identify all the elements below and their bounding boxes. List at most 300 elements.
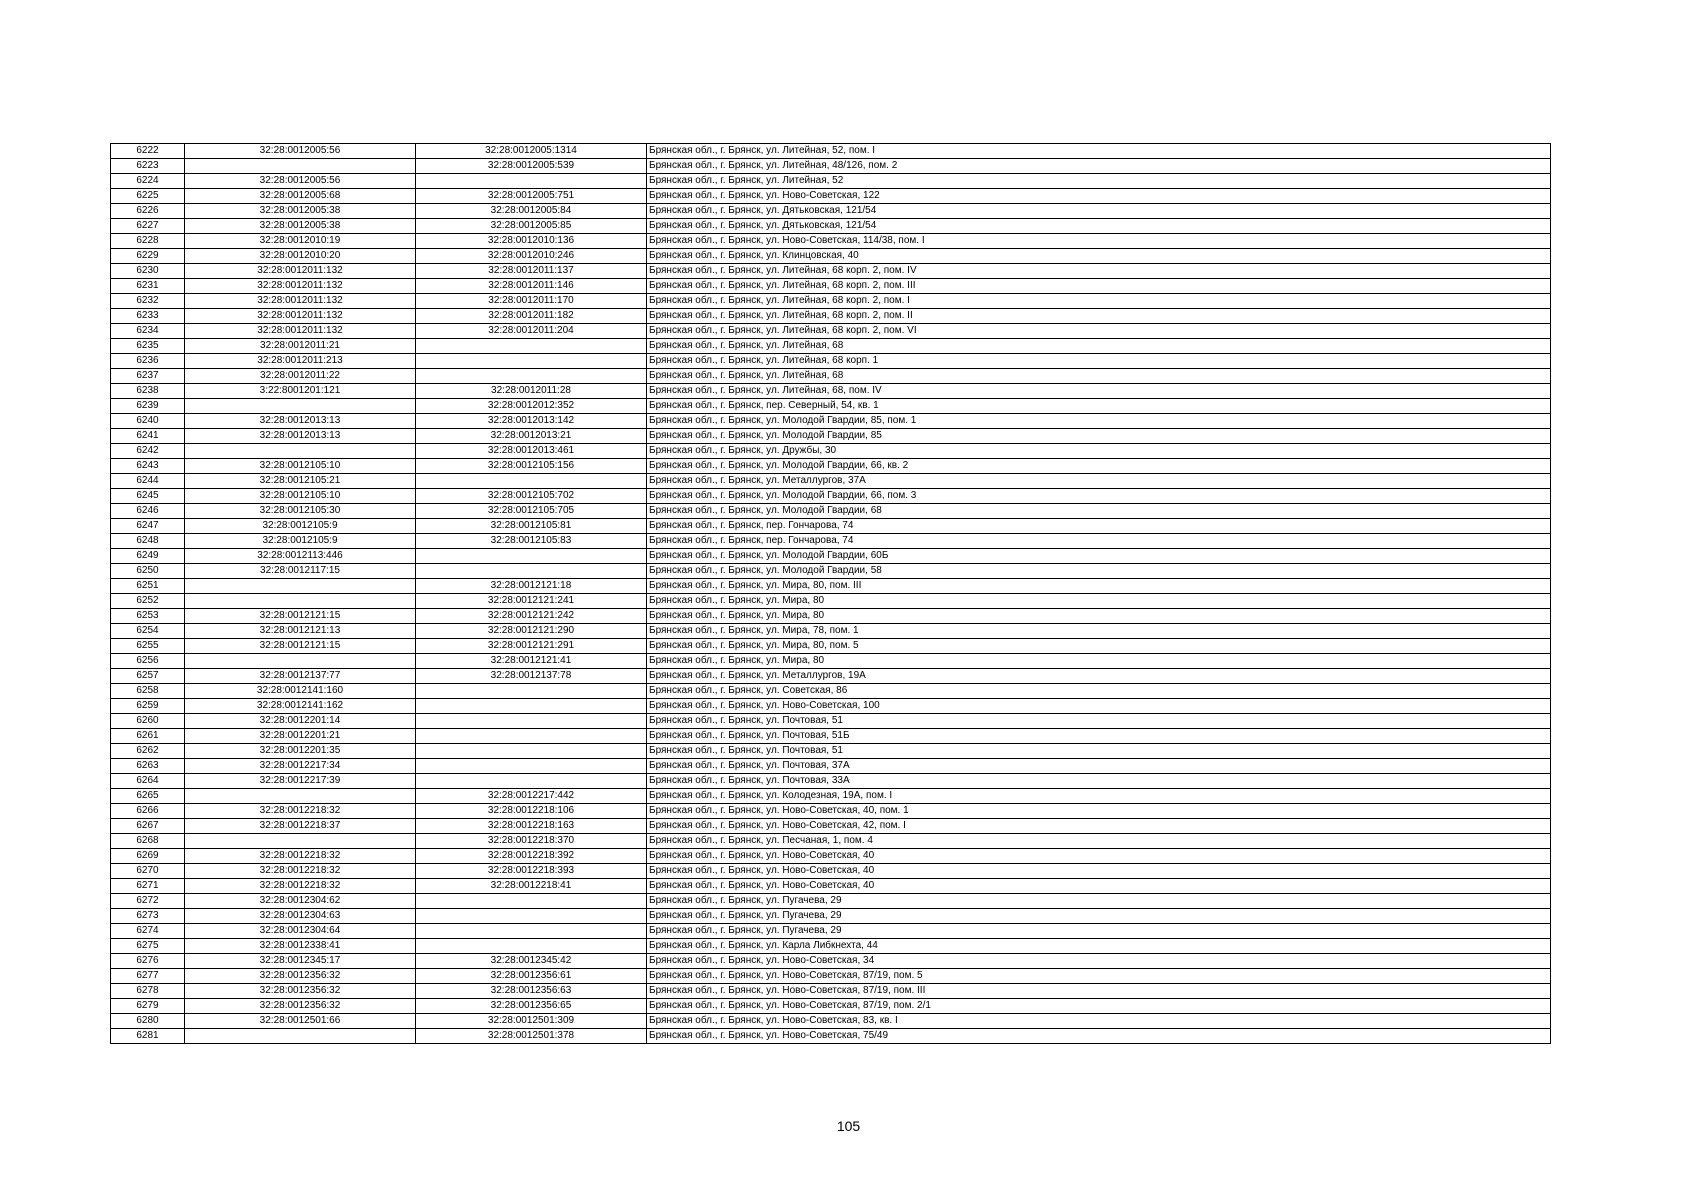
land-cadastral-number-cell [185, 399, 416, 414]
row-number-cell: 6249 [111, 549, 185, 564]
page-number: 105 [836, 1118, 861, 1134]
land-cadastral-number-cell: 32:28:0012005:56 [185, 174, 416, 189]
address-cell: Брянская обл., г. Брянск, ул. Клинцовская, 40 [647, 249, 1551, 264]
land-cadastral-number-cell: 32:28:0012137:77 [185, 669, 416, 684]
land-cadastral-number-cell: 32:28:0012218:37 [185, 819, 416, 834]
land-cadastral-number-cell: 32:28:0012105:21 [185, 474, 416, 489]
row-number-cell: 6266 [111, 804, 185, 819]
land-cadastral-number-cell: 32:28:0012105:9 [185, 534, 416, 549]
land-cadastral-number-cell: 32:28:0012011:22 [185, 369, 416, 384]
row-number-cell: 6253 [111, 609, 185, 624]
table-row [111, 699, 1551, 714]
row-number-cell: 6224 [111, 174, 185, 189]
object-cadastral-number-cell [416, 354, 647, 369]
address-cell: Брянская обл., г. Брянск, ул. Литейная, 68 корп. 2, пом. VI [647, 324, 1551, 339]
object-cadastral-number-cell: 32:28:0012105:705 [416, 504, 647, 519]
land-cadastral-number-cell: 32:28:0012117:15 [185, 564, 416, 579]
object-cadastral-number-cell: 32:28:0012011:146 [416, 279, 647, 294]
address-cell: Брянская обл., г. Брянск, ул. Пугачева, 29 [647, 924, 1551, 939]
object-cadastral-number-cell: 32:28:0012218:163 [416, 819, 647, 834]
address-cell: Брянская обл., г. Брянск, ул. Ново-Советская, 83, кв. I [647, 1014, 1551, 1029]
address-cell: Брянская обл., г. Брянск, ул. Молодой Гвардии, 58 [647, 564, 1551, 579]
land-cadastral-number-cell: 32:28:0012304:63 [185, 909, 416, 924]
row-number-cell: 6274 [111, 924, 185, 939]
table-row [111, 684, 1551, 699]
land-cadastral-number-cell: 32:28:0012105:9 [185, 519, 416, 534]
object-cadastral-number-cell: 32:28:0012011:137 [416, 264, 647, 279]
row-number-cell: 6257 [111, 669, 185, 684]
table-row [111, 1014, 1551, 1029]
row-number-cell: 6259 [111, 699, 185, 714]
land-cadastral-number-cell: 32:28:0012218:32 [185, 849, 416, 864]
object-cadastral-number-cell: 32:28:0012218:392 [416, 849, 647, 864]
address-cell: Брянская обл., г. Брянск, ул. Литейная, 68 [647, 339, 1551, 354]
row-number-cell: 6270 [111, 864, 185, 879]
table-row [111, 774, 1551, 789]
object-cadastral-number-cell: 32:28:0012137:78 [416, 669, 647, 684]
land-cadastral-number-cell: 32:28:0012121:15 [185, 639, 416, 654]
table-row [111, 534, 1551, 549]
table-row [111, 249, 1551, 264]
table-row [111, 204, 1551, 219]
object-cadastral-number-cell: 32:28:0012345:42 [416, 954, 647, 969]
table-row [111, 324, 1551, 339]
land-cadastral-number-cell [185, 1029, 416, 1044]
address-cell: Брянская обл., г. Брянск, ул. Ново-Советская, 40 [647, 879, 1551, 894]
address-cell: Брянская обл., г. Брянск, ул. Ново-Советская, 40, пом. 1 [647, 804, 1551, 819]
object-cadastral-number-cell: 32:28:0012501:378 [416, 1029, 647, 1044]
table-row [111, 399, 1551, 414]
table-row [111, 819, 1551, 834]
table-row [111, 954, 1551, 969]
row-number-cell: 6258 [111, 684, 185, 699]
row-number-cell: 6223 [111, 159, 185, 174]
land-cadastral-number-cell: 32:28:0012105:10 [185, 459, 416, 474]
row-number-cell: 6230 [111, 264, 185, 279]
address-cell: Брянская обл., г. Брянск, ул. Дружбы, 30 [647, 444, 1551, 459]
table-row [111, 789, 1551, 804]
table-row [111, 924, 1551, 939]
row-number-cell: 6225 [111, 189, 185, 204]
land-cadastral-number-cell: 32:28:0012345:17 [185, 954, 416, 969]
object-cadastral-number-cell: 32:28:0012005:1314 [416, 144, 647, 159]
row-number-cell: 6252 [111, 594, 185, 609]
object-cadastral-number-cell: 32:28:0012218:393 [416, 864, 647, 879]
address-cell: Брянская обл., г. Брянск, ул. Мира, 78, пом. 1 [647, 624, 1551, 639]
row-number-cell: 6277 [111, 969, 185, 984]
table-row [111, 444, 1551, 459]
row-number-cell: 6246 [111, 504, 185, 519]
address-cell: Брянская обл., г. Брянск, ул. Мира, 80, пом. 5 [647, 639, 1551, 654]
table-row [111, 219, 1551, 234]
table-row [111, 489, 1551, 504]
object-cadastral-number-cell [416, 699, 647, 714]
table-row [111, 354, 1551, 369]
land-cadastral-number-cell: 32:28:0012218:32 [185, 804, 416, 819]
address-cell: Брянская обл., г. Брянск, ул. Почтовая, 51 [647, 714, 1551, 729]
land-cadastral-number-cell [185, 159, 416, 174]
table-row [111, 714, 1551, 729]
land-cadastral-number-cell: 32:28:0012304:64 [185, 924, 416, 939]
land-cadastral-number-cell: 32:28:0012105:30 [185, 504, 416, 519]
row-number-cell: 6254 [111, 624, 185, 639]
table-row [111, 159, 1551, 174]
row-number-cell: 6229 [111, 249, 185, 264]
object-cadastral-number-cell: 32:28:0012010:246 [416, 249, 647, 264]
address-cell: Брянская обл., г. Брянск, ул. Молодой Гвардии, 66, пом. 3 [647, 489, 1551, 504]
land-cadastral-number-cell [185, 834, 416, 849]
object-cadastral-number-cell: 32:28:0012356:65 [416, 999, 647, 1014]
object-cadastral-number-cell [416, 924, 647, 939]
row-number-cell: 6271 [111, 879, 185, 894]
object-cadastral-number-cell [416, 894, 647, 909]
table-row [111, 429, 1551, 444]
address-cell: Брянская обл., г. Брянск, ул. Ново-Советская, 34 [647, 954, 1551, 969]
land-cadastral-number-cell: 32:28:0012011:132 [185, 264, 416, 279]
table-row [111, 264, 1551, 279]
table-row [111, 234, 1551, 249]
row-number-cell: 6245 [111, 489, 185, 504]
object-cadastral-number-cell [416, 564, 647, 579]
land-cadastral-number-cell: 32:28:0012201:35 [185, 744, 416, 759]
table-row [111, 189, 1551, 204]
table-row [111, 549, 1551, 564]
address-cell: Брянская обл., г. Брянск, ул. Почтовая, 33А [647, 774, 1551, 789]
row-number-cell: 6279 [111, 999, 185, 1014]
row-number-cell: 6263 [111, 759, 185, 774]
registry-table-body [111, 144, 1551, 1044]
row-number-cell: 6237 [111, 369, 185, 384]
table-row [111, 474, 1551, 489]
row-number-cell: 6267 [111, 819, 185, 834]
address-cell: Брянская обл., г. Брянск, ул. Почтовая, 51Б [647, 729, 1551, 744]
address-cell: Брянская обл., г. Брянск, ул. Литейная, 48/126, пом. 2 [647, 159, 1551, 174]
address-cell: Брянская обл., г. Брянск, ул. Литейная, 68 корп. 1 [647, 354, 1551, 369]
object-cadastral-number-cell [416, 744, 647, 759]
land-cadastral-number-cell: 32:28:0012011:132 [185, 324, 416, 339]
land-cadastral-number-cell: 32:28:0012010:19 [185, 234, 416, 249]
object-cadastral-number-cell: 32:28:0012105:702 [416, 489, 647, 504]
land-cadastral-number-cell: 32:28:0012011:21 [185, 339, 416, 354]
address-cell: Брянская обл., г. Брянск, ул. Молодой Гвардии, 85, пом. 1 [647, 414, 1551, 429]
address-cell: Брянская обл., г. Брянск, ул. Ново-Советская, 87/19, пом. III [647, 984, 1551, 999]
land-cadastral-number-cell: 32:28:0012338:41 [185, 939, 416, 954]
row-number-cell: 6260 [111, 714, 185, 729]
land-cadastral-number-cell [185, 654, 416, 669]
object-cadastral-number-cell: 32:28:0012121:41 [416, 654, 647, 669]
row-number-cell: 6228 [111, 234, 185, 249]
land-cadastral-number-cell: 32:28:0012005:56 [185, 144, 416, 159]
row-number-cell: 6244 [111, 474, 185, 489]
land-cadastral-number-cell: 32:28:0012121:15 [185, 609, 416, 624]
address-cell: Брянская обл., г. Брянск, ул. Ново-Советская, 40 [647, 849, 1551, 864]
address-cell: Брянская обл., г. Брянск, пер. Гончарова, 74 [647, 534, 1551, 549]
row-number-cell: 6243 [111, 459, 185, 474]
object-cadastral-number-cell: 32:28:0012121:290 [416, 624, 647, 639]
address-cell: Брянская обл., г. Брянск, ул. Металлургов, 37А [647, 474, 1551, 489]
row-number-cell: 6275 [111, 939, 185, 954]
object-cadastral-number-cell: 32:28:0012217:442 [416, 789, 647, 804]
row-number-cell: 6278 [111, 984, 185, 999]
object-cadastral-number-cell: 32:28:0012005:539 [416, 159, 647, 174]
object-cadastral-number-cell [416, 774, 647, 789]
table-row [111, 339, 1551, 354]
address-cell: Брянская обл., г. Брянск, ул. Литейная, 68, пом. IV [647, 384, 1551, 399]
address-cell: Брянская обл., г. Брянск, ул. Мира, 80 [647, 609, 1551, 624]
address-cell: Брянская обл., г. Брянск, ул. Литейная, 68 [647, 369, 1551, 384]
address-cell: Брянская обл., г. Брянск, ул. Литейная, 68 корп. 2, пом. III [647, 279, 1551, 294]
object-cadastral-number-cell [416, 474, 647, 489]
object-cadastral-number-cell: 32:28:0012011:182 [416, 309, 647, 324]
address-cell: Брянская обл., г. Брянск, ул. Почтовая, 51 [647, 744, 1551, 759]
object-cadastral-number-cell [416, 909, 647, 924]
object-cadastral-number-cell: 32:28:0012105:83 [416, 534, 647, 549]
land-cadastral-number-cell: 32:28:0012013:13 [185, 429, 416, 444]
row-number-cell: 6227 [111, 219, 185, 234]
table-row [111, 894, 1551, 909]
row-number-cell: 6242 [111, 444, 185, 459]
table-row [111, 639, 1551, 654]
land-cadastral-number-cell: 32:28:0012011:132 [185, 279, 416, 294]
table-row [111, 969, 1551, 984]
row-number-cell: 6264 [111, 774, 185, 789]
land-cadastral-number-cell: 32:28:0012356:32 [185, 969, 416, 984]
address-cell: Брянская обл., г. Брянск, пер. Северный, 54, кв. 1 [647, 399, 1551, 414]
land-cadastral-number-cell: 32:28:0012304:62 [185, 894, 416, 909]
land-cadastral-number-cell: 32:28:0012005:38 [185, 219, 416, 234]
address-cell: Брянская обл., г. Брянск, ул. Ново-Советская, 122 [647, 189, 1551, 204]
land-cadastral-number-cell: 32:28:0012201:14 [185, 714, 416, 729]
address-cell: Брянская обл., г. Брянск, ул. Колодезная, 19А, пом. I [647, 789, 1551, 804]
table-row [111, 804, 1551, 819]
address-cell: Брянская обл., г. Брянск, ул. Мира, 80 [647, 654, 1551, 669]
address-cell: Брянская обл., г. Брянск, ул. Ново-Советская, 87/19, пом. 2/1 [647, 999, 1551, 1014]
object-cadastral-number-cell: 32:28:0012218:41 [416, 879, 647, 894]
address-cell: Брянская обл., г. Брянск, ул. Ново-Советская, 87/19, пом. 5 [647, 969, 1551, 984]
land-cadastral-number-cell: 32:28:0012356:32 [185, 984, 416, 999]
table-row [111, 1029, 1551, 1044]
row-number-cell: 6261 [111, 729, 185, 744]
table-row [111, 309, 1551, 324]
object-cadastral-number-cell: 32:28:0012011:204 [416, 324, 647, 339]
land-cadastral-number-cell: 32:28:0012105:10 [185, 489, 416, 504]
object-cadastral-number-cell: 32:28:0012005:84 [416, 204, 647, 219]
row-number-cell: 6276 [111, 954, 185, 969]
address-cell: Брянская обл., г. Брянск, пер. Гончарова, 74 [647, 519, 1551, 534]
row-number-cell: 6250 [111, 564, 185, 579]
table-row [111, 999, 1551, 1014]
table-row [111, 384, 1551, 399]
land-cadastral-number-cell: 32:28:0012141:162 [185, 699, 416, 714]
land-cadastral-number-cell: 32:28:0012218:32 [185, 879, 416, 894]
table-row [111, 864, 1551, 879]
table-row [111, 759, 1551, 774]
row-number-cell: 6236 [111, 354, 185, 369]
object-cadastral-number-cell: 32:28:0012010:136 [416, 234, 647, 249]
land-cadastral-number-cell [185, 594, 416, 609]
row-number-cell: 6234 [111, 324, 185, 339]
object-cadastral-number-cell [416, 729, 647, 744]
table-row [111, 594, 1551, 609]
table-row [111, 519, 1551, 534]
object-cadastral-number-cell [416, 369, 647, 384]
land-cadastral-number-cell: 32:28:0012217:39 [185, 774, 416, 789]
object-cadastral-number-cell: 32:28:0012218:106 [416, 804, 647, 819]
row-number-cell: 6281 [111, 1029, 185, 1044]
object-cadastral-number-cell [416, 549, 647, 564]
address-cell: Брянская обл., г. Брянск, ул. Советская, 86 [647, 684, 1551, 699]
table-row [111, 579, 1551, 594]
table-row [111, 879, 1551, 894]
land-cadastral-number-cell: 32:28:0012010:20 [185, 249, 416, 264]
address-cell: Брянская обл., г. Брянск, ул. Ново-Советская, 114/38, пом. I [647, 234, 1551, 249]
address-cell: Брянская обл., г. Брянск, ул. Молодой Гвардии, 60Б [647, 549, 1551, 564]
address-cell: Брянская обл., г. Брянск, ул. Песчаная, 1, пом. 4 [647, 834, 1551, 849]
object-cadastral-number-cell: 32:28:0012105:156 [416, 459, 647, 474]
table-row [111, 849, 1551, 864]
object-cadastral-number-cell [416, 939, 647, 954]
land-cadastral-number-cell [185, 789, 416, 804]
table-row [111, 834, 1551, 849]
table-row [111, 144, 1551, 159]
table-row [111, 654, 1551, 669]
row-number-cell: 6240 [111, 414, 185, 429]
registry-table [110, 143, 1551, 1044]
object-cadastral-number-cell: 32:28:0012218:370 [416, 834, 647, 849]
table-row [111, 369, 1551, 384]
table-row [111, 279, 1551, 294]
land-cadastral-number-cell: 32:28:0012218:32 [185, 864, 416, 879]
address-cell: Брянская обл., г. Брянск, ул. Литейная, 68 корп. 2, пом. IV [647, 264, 1551, 279]
object-cadastral-number-cell [416, 174, 647, 189]
address-cell: Брянская обл., г. Брянск, ул. Пугачева, 29 [647, 894, 1551, 909]
table-row [111, 414, 1551, 429]
address-cell: Брянская обл., г. Брянск, ул. Литейная, 68 корп. 2, пом. I [647, 294, 1551, 309]
address-cell: Брянская обл., г. Брянск, ул. Пугачева, 29 [647, 909, 1551, 924]
row-number-cell: 6233 [111, 309, 185, 324]
address-cell: Брянская обл., г. Брянск, ул. Дятьковская, 121/54 [647, 219, 1551, 234]
table-row [111, 729, 1551, 744]
table-row [111, 609, 1551, 624]
address-cell: Брянская обл., г. Брянск, ул. Мира, 80, пом. III [647, 579, 1551, 594]
object-cadastral-number-cell: 32:28:0012005:85 [416, 219, 647, 234]
address-cell: Брянская обл., г. Брянск, ул. Молодой Гвардии, 68 [647, 504, 1551, 519]
row-number-cell: 6226 [111, 204, 185, 219]
land-cadastral-number-cell: 32:28:0012501:66 [185, 1014, 416, 1029]
land-cadastral-number-cell: 32:28:0012217:34 [185, 759, 416, 774]
object-cadastral-number-cell: 32:28:0012121:242 [416, 609, 647, 624]
object-cadastral-number-cell [416, 684, 647, 699]
object-cadastral-number-cell: 32:28:0012121:291 [416, 639, 647, 654]
row-number-cell: 6247 [111, 519, 185, 534]
land-cadastral-number-cell: 32:28:0012121:13 [185, 624, 416, 639]
object-cadastral-number-cell [416, 759, 647, 774]
object-cadastral-number-cell: 32:28:0012011:170 [416, 294, 647, 309]
address-cell: Брянская обл., г. Брянск, ул. Молодой Гвардии, 85 [647, 429, 1551, 444]
table-row [111, 504, 1551, 519]
table-row [111, 984, 1551, 999]
object-cadastral-number-cell: 32:28:0012005:751 [416, 189, 647, 204]
row-number-cell: 6255 [111, 639, 185, 654]
table-row [111, 564, 1551, 579]
row-number-cell: 6256 [111, 654, 185, 669]
row-number-cell: 6232 [111, 294, 185, 309]
row-number-cell: 6251 [111, 579, 185, 594]
land-cadastral-number-cell: 32:28:0012005:38 [185, 204, 416, 219]
land-cadastral-number-cell: 32:28:0012005:68 [185, 189, 416, 204]
object-cadastral-number-cell: 32:28:0012013:21 [416, 429, 647, 444]
address-cell: Брянская обл., г. Брянск, ул. Литейная, 52 [647, 174, 1551, 189]
object-cadastral-number-cell: 32:28:0012501:309 [416, 1014, 647, 1029]
object-cadastral-number-cell: 32:28:0012012:352 [416, 399, 647, 414]
address-cell: Брянская обл., г. Брянск, ул. Дятьковская, 121/54 [647, 204, 1551, 219]
address-cell: Брянская обл., г. Брянск, ул. Почтовая, 37А [647, 759, 1551, 774]
table-row [111, 669, 1551, 684]
object-cadastral-number-cell: 32:28:0012011:28 [416, 384, 647, 399]
object-cadastral-number-cell: 32:28:0012121:241 [416, 594, 647, 609]
row-number-cell: 6235 [111, 339, 185, 354]
land-cadastral-number-cell: 32:28:0012011:132 [185, 294, 416, 309]
object-cadastral-number-cell: 32:28:0012121:18 [416, 579, 647, 594]
land-cadastral-number-cell [185, 444, 416, 459]
land-cadastral-number-cell [185, 579, 416, 594]
land-cadastral-number-cell: 3:22:8001201:121 [185, 384, 416, 399]
address-cell: Брянская обл., г. Брянск, ул. Металлургов, 19А [647, 669, 1551, 684]
object-cadastral-number-cell: 32:28:0012013:142 [416, 414, 647, 429]
object-cadastral-number-cell: 32:28:0012356:61 [416, 969, 647, 984]
row-number-cell: 6222 [111, 144, 185, 159]
address-cell: Брянская обл., г. Брянск, ул. Ново-Советская, 75/49 [647, 1029, 1551, 1044]
row-number-cell: 6280 [111, 1014, 185, 1029]
row-number-cell: 6268 [111, 834, 185, 849]
land-cadastral-number-cell: 32:28:0012113:446 [185, 549, 416, 564]
land-cadastral-number-cell: 32:28:0012013:13 [185, 414, 416, 429]
land-cadastral-number-cell: 32:28:0012201:21 [185, 729, 416, 744]
address-cell: Брянская обл., г. Брянск, ул. Мира, 80 [647, 594, 1551, 609]
row-number-cell: 6273 [111, 909, 185, 924]
address-cell: Брянская обл., г. Брянск, ул. Ново-Советская, 40 [647, 864, 1551, 879]
row-number-cell: 6248 [111, 534, 185, 549]
table-row [111, 744, 1551, 759]
address-cell: Брянская обл., г. Брянск, ул. Молодой Гвардии, 66, кв. 2 [647, 459, 1551, 474]
address-cell: Брянская обл., г. Брянск, ул. Карла Либкнехта, 44 [647, 939, 1551, 954]
table-row [111, 174, 1551, 189]
table-row [111, 624, 1551, 639]
table-row [111, 459, 1551, 474]
address-cell: Брянская обл., г. Брянск, ул. Литейная, 52, пом. I [647, 144, 1551, 159]
row-number-cell: 6272 [111, 894, 185, 909]
table-row [111, 294, 1551, 309]
row-number-cell: 6239 [111, 399, 185, 414]
land-cadastral-number-cell: 32:28:0012011:213 [185, 354, 416, 369]
object-cadastral-number-cell [416, 714, 647, 729]
table-row [111, 939, 1551, 954]
object-cadastral-number-cell: 32:28:0012356:63 [416, 984, 647, 999]
address-cell: Брянская обл., г. Брянск, ул. Литейная, 68 корп. 2, пом. II [647, 309, 1551, 324]
object-cadastral-number-cell: 32:28:0012013:461 [416, 444, 647, 459]
address-cell: Брянская обл., г. Брянск, ул. Ново-Советская, 42, пом. I [647, 819, 1551, 834]
row-number-cell: 6265 [111, 789, 185, 804]
object-cadastral-number-cell [416, 339, 647, 354]
row-number-cell: 6231 [111, 279, 185, 294]
land-cadastral-number-cell: 32:28:0012011:132 [185, 309, 416, 324]
object-cadastral-number-cell: 32:28:0012105:81 [416, 519, 647, 534]
row-number-cell: 6269 [111, 849, 185, 864]
row-number-cell: 6238 [111, 384, 185, 399]
row-number-cell: 6241 [111, 429, 185, 444]
land-cadastral-number-cell: 32:28:0012356:32 [185, 999, 416, 1014]
row-number-cell: 6262 [111, 744, 185, 759]
